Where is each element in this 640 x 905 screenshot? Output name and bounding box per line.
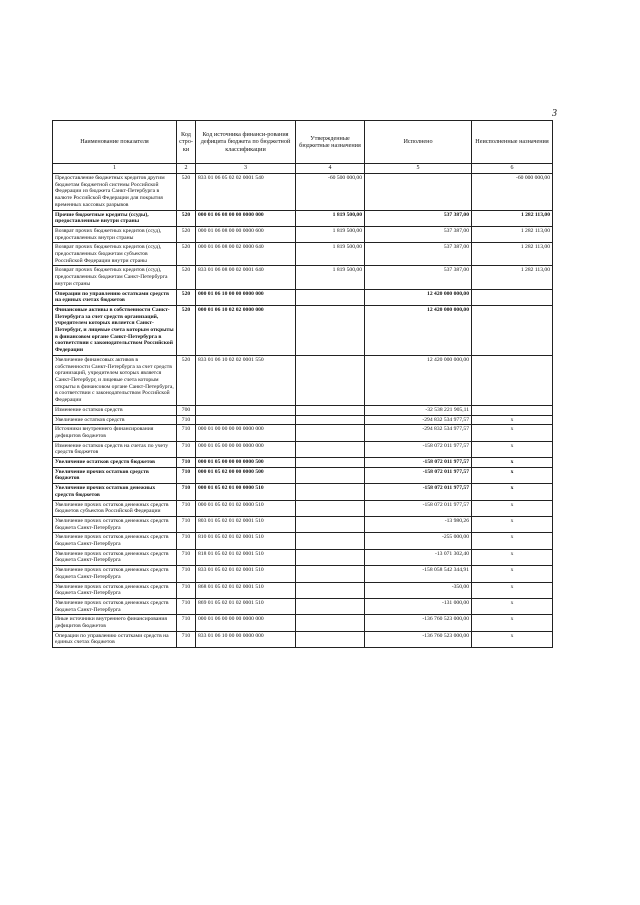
row-unexecuted: 1 282 113,00 bbox=[472, 226, 553, 242]
table-row bbox=[53, 305, 553, 355]
row-name: Изменение остатков средств bbox=[53, 405, 177, 415]
row-executed: -136 760 523 000,00 bbox=[365, 631, 472, 647]
table-row bbox=[53, 549, 553, 565]
row-name: Увеличение прочих остатков денежных средств бюджета Санкт-Петербурга bbox=[53, 566, 177, 582]
row-approved: -60 500 000,00 bbox=[296, 174, 365, 211]
row-name: Увеличение финансовых активов в собственности Санкт-Петербурга за счет средств организаций, учредителем которых является Санкт-Петербург, и лицевые счета которым открыты в финансовом органе Санкт-Петербурга, в соответствии с законодательством Российской Федерации bbox=[53, 355, 177, 405]
row-name: Увеличение прочих остатков средств бюджетов bbox=[53, 467, 177, 483]
page-number: 3 bbox=[552, 108, 557, 119]
row-code: 520 bbox=[177, 243, 196, 266]
header-row bbox=[53, 121, 553, 164]
row-code: 710 bbox=[177, 631, 196, 647]
row-source-code: 000 01 06 10 02 02 0000 000 bbox=[196, 305, 296, 355]
row-source-code bbox=[196, 415, 296, 425]
row-unexecuted: x bbox=[472, 631, 553, 647]
row-approved bbox=[296, 533, 365, 549]
table-row bbox=[53, 631, 553, 647]
row-code: 710 bbox=[177, 615, 196, 631]
row-executed: -32 538 221 905,11 bbox=[365, 405, 472, 415]
row-code: 520 bbox=[177, 174, 196, 211]
row-name: Операции по управлению остатками средств на единых счетах бюджетов bbox=[53, 289, 177, 305]
row-code: 520 bbox=[177, 266, 196, 289]
row-approved bbox=[296, 305, 365, 355]
row-source-code: 000 01 06 10 00 00 0000 000 bbox=[196, 289, 296, 305]
row-name: Предоставление бюджетных кредитов другим бюджетам бюджетной системы Российской Федерации из бюджета Санкт-Петербурга в валюте Российской Федерации для покрытия временных кассовых разрывов bbox=[53, 174, 177, 211]
table-row bbox=[53, 467, 553, 483]
row-source-code: 869 01 05 02 01 02 0001 510 bbox=[196, 598, 296, 614]
row-executed: -294 832 534 977,57 bbox=[365, 415, 472, 425]
row-executed: -13 071 302,40 bbox=[365, 549, 472, 565]
row-code: 710 bbox=[177, 516, 196, 532]
row-name: Увеличение прочих остатков денежных средств бюджета Санкт-Петербурга bbox=[53, 582, 177, 598]
row-name: Возврат прочих бюджетных кредитов (ссуд), предоставленных бюджетам субъектов Российской Федерации внутри страны bbox=[53, 243, 177, 266]
row-executed: -158 072 011 977,57 bbox=[365, 467, 472, 483]
row-code: 710 bbox=[177, 500, 196, 516]
row-code: 700 bbox=[177, 405, 196, 415]
row-executed: -13 980,26 bbox=[365, 516, 472, 532]
table-row bbox=[53, 598, 553, 614]
table-row bbox=[53, 355, 553, 405]
row-unexecuted: x bbox=[472, 484, 553, 500]
table-row bbox=[53, 441, 553, 457]
table-row bbox=[53, 289, 553, 305]
row-name: Операции по управлению остатками средств на единых счетах бюджетов bbox=[53, 631, 177, 647]
row-code: 710 bbox=[177, 484, 196, 500]
row-code: 710 bbox=[177, 566, 196, 582]
row-approved bbox=[296, 566, 365, 582]
row-executed: 12 420 000 000,00 bbox=[365, 305, 472, 355]
row-source-code: 000 01 05 02 01 00 0000 510 bbox=[196, 484, 296, 500]
row-unexecuted: x bbox=[472, 458, 553, 468]
table-row bbox=[53, 405, 553, 415]
row-source-code: 000 01 05 02 01 02 0000 510 bbox=[196, 500, 296, 516]
column-number: 4 bbox=[296, 164, 365, 174]
header-approved: Утвержденные бюджетные назначения bbox=[296, 121, 365, 164]
row-unexecuted bbox=[472, 405, 553, 415]
row-executed: 12 420 000 000,00 bbox=[365, 289, 472, 305]
row-unexecuted: x bbox=[472, 549, 553, 565]
row-name: Увеличение прочих остатков денежных средств бюджетов bbox=[53, 484, 177, 500]
row-approved: 1 819 500,00 bbox=[296, 226, 365, 242]
row-approved bbox=[296, 441, 365, 457]
row-approved bbox=[296, 467, 365, 483]
table-row bbox=[53, 615, 553, 631]
row-executed: -158 072 011 977,57 bbox=[365, 500, 472, 516]
column-number: 6 bbox=[472, 164, 553, 174]
header-executed: Исполнено bbox=[365, 121, 472, 164]
row-executed: -136 760 523 000,00 bbox=[365, 615, 472, 631]
row-unexecuted: x bbox=[472, 615, 553, 631]
row-executed: 537 387,00 bbox=[365, 226, 472, 242]
row-executed: -350,00 bbox=[365, 582, 472, 598]
row-unexecuted: x bbox=[472, 516, 553, 532]
table-row bbox=[53, 174, 553, 211]
row-unexecuted bbox=[472, 355, 553, 405]
row-approved bbox=[296, 615, 365, 631]
row-executed bbox=[365, 174, 472, 211]
table-row bbox=[53, 266, 553, 289]
table-row bbox=[53, 566, 553, 582]
row-name: Увеличение прочих остатков денежных средств бюджета Санкт-Петербурга bbox=[53, 549, 177, 565]
row-unexecuted bbox=[472, 289, 553, 305]
row-unexecuted: x bbox=[472, 467, 553, 483]
row-source-code: 833 01 06 08 00 02 0001 640 bbox=[196, 266, 296, 289]
row-approved bbox=[296, 405, 365, 415]
table-body bbox=[53, 174, 553, 648]
row-unexecuted bbox=[472, 305, 553, 355]
table-row bbox=[53, 516, 553, 532]
row-code: 710 bbox=[177, 415, 196, 425]
row-code: 520 bbox=[177, 289, 196, 305]
row-name: Увеличение прочих остатков денежных средств бюджета Санкт-Петербурга bbox=[53, 516, 177, 532]
table-row bbox=[53, 210, 553, 226]
row-code: 710 bbox=[177, 533, 196, 549]
row-executed: 537 387,00 bbox=[365, 243, 472, 266]
column-number: 3 bbox=[196, 164, 296, 174]
table-row bbox=[53, 243, 553, 266]
row-name: Увеличение остатков средств bbox=[53, 415, 177, 425]
table-row bbox=[53, 226, 553, 242]
row-name: Увеличение остатков средств бюджетов bbox=[53, 458, 177, 468]
header-name: Наименование показателя bbox=[53, 121, 177, 164]
row-unexecuted: 1 282 113,00 bbox=[472, 243, 553, 266]
row-unexecuted: x bbox=[472, 566, 553, 582]
table-row bbox=[53, 458, 553, 468]
row-name: Возврат прочих бюджетных кредитов (ссуд), предоставленных бюджетам Санкт-Петербурга внутри страны bbox=[53, 266, 177, 289]
table-row bbox=[53, 484, 553, 500]
row-executed: -131 000,00 bbox=[365, 598, 472, 614]
row-name: Возврат прочих бюджетных кредитов (ссуд), предоставленных внутри страны bbox=[53, 226, 177, 242]
table-row bbox=[53, 425, 553, 441]
row-approved bbox=[296, 516, 365, 532]
row-code: 520 bbox=[177, 355, 196, 405]
row-code: 710 bbox=[177, 458, 196, 468]
row-executed: -255 000,00 bbox=[365, 533, 472, 549]
row-source-code: 833 01 06 10 00 00 0000 000 bbox=[196, 631, 296, 647]
row-approved bbox=[296, 484, 365, 500]
row-unexecuted: x bbox=[472, 415, 553, 425]
row-approved: 1 819 500,00 bbox=[296, 266, 365, 289]
row-source-code: 000 01 06 08 00 00 0000 000 bbox=[196, 210, 296, 226]
row-code: 520 bbox=[177, 226, 196, 242]
row-approved bbox=[296, 582, 365, 598]
header-code: Код стро-ки bbox=[177, 121, 196, 164]
row-unexecuted: x bbox=[472, 441, 553, 457]
row-name: Источники внутреннего финансирования дефицитов бюджетов bbox=[53, 425, 177, 441]
table-row bbox=[53, 415, 553, 425]
row-executed: 12 420 000 000,00 bbox=[365, 355, 472, 405]
row-unexecuted: x bbox=[472, 533, 553, 549]
row-approved: 1 819 500,00 bbox=[296, 243, 365, 266]
column-number: 5 bbox=[365, 164, 472, 174]
row-source-code: 818 01 05 02 01 02 0001 510 bbox=[196, 549, 296, 565]
row-source-code: 868 01 05 02 01 02 0001 510 bbox=[196, 582, 296, 598]
table-row bbox=[53, 582, 553, 598]
row-source-code: 000 01 06 00 00 00 0000 000 bbox=[196, 615, 296, 631]
row-source-code: 833 01 05 02 01 02 0001 510 bbox=[196, 566, 296, 582]
column-number: 2 bbox=[177, 164, 196, 174]
row-code: 710 bbox=[177, 425, 196, 441]
row-unexecuted: x bbox=[472, 582, 553, 598]
row-name: Прочие бюджетные кредиты (ссуды), предоставленные внутри страны bbox=[53, 210, 177, 226]
row-source-code: 000 01 05 00 00 00 0000 000 bbox=[196, 441, 296, 457]
row-source-code: 000 01 06 08 00 02 0000 640 bbox=[196, 243, 296, 266]
row-executed: 537 387,00 bbox=[365, 266, 472, 289]
row-source-code: 000 01 06 08 00 00 0000 600 bbox=[196, 226, 296, 242]
row-executed: -158 058 542 344,91 bbox=[365, 566, 472, 582]
row-name: Финансовые активы в собственности Санкт-Петербурга за счет средств организаций, учредителем которых является Санкт-Петербург, и лицевые счета которым открыты в финансовом органе Санкт-Петербурга в соответствии с законодательством Российской Федерации bbox=[53, 305, 177, 355]
row-code: 520 bbox=[177, 305, 196, 355]
row-code: 520 bbox=[177, 210, 196, 226]
column-number-row bbox=[53, 164, 553, 174]
row-approved bbox=[296, 425, 365, 441]
header-unexecuted: Неисполненные назначения bbox=[472, 121, 553, 164]
row-unexecuted: x bbox=[472, 500, 553, 516]
table-row bbox=[53, 500, 553, 516]
row-source-code: 833 01 06 05 02 02 0001 540 bbox=[196, 174, 296, 211]
row-approved: 1 819 500,00 bbox=[296, 210, 365, 226]
row-code: 710 bbox=[177, 467, 196, 483]
financing-sources-table bbox=[52, 120, 553, 648]
row-source-code: 833 01 06 10 02 02 0001 550 bbox=[196, 355, 296, 405]
row-unexecuted: x bbox=[472, 425, 553, 441]
table-row bbox=[53, 533, 553, 549]
row-approved bbox=[296, 549, 365, 565]
row-code: 710 bbox=[177, 441, 196, 457]
header-source: Код источника финанси-рования дефицита бюджета по бюджетной классификации bbox=[196, 121, 296, 164]
row-executed: -158 072 011 977,57 bbox=[365, 441, 472, 457]
row-approved bbox=[296, 289, 365, 305]
row-source-code: 000 01 05 02 00 00 0000 500 bbox=[196, 467, 296, 483]
row-approved bbox=[296, 500, 365, 516]
row-code: 710 bbox=[177, 582, 196, 598]
row-approved bbox=[296, 598, 365, 614]
row-approved bbox=[296, 415, 365, 425]
row-source-code: 000 01 00 00 00 00 0000 000 bbox=[196, 425, 296, 441]
row-source-code bbox=[196, 405, 296, 415]
row-approved bbox=[296, 355, 365, 405]
row-unexecuted: 1 282 113,00 bbox=[472, 210, 553, 226]
row-executed: 537 387,00 bbox=[365, 210, 472, 226]
row-code: 710 bbox=[177, 549, 196, 565]
row-name: Иные источники внутреннего финансирования дефицитов бюджетов bbox=[53, 615, 177, 631]
row-name: Увеличение прочих остатков денежных средств бюджета Санкт-Петербурга bbox=[53, 533, 177, 549]
row-source-code: 810 01 05 02 01 02 0001 510 bbox=[196, 533, 296, 549]
row-approved bbox=[296, 458, 365, 468]
row-unexecuted: -60 000 000,00 bbox=[472, 174, 553, 211]
row-unexecuted: x bbox=[472, 598, 553, 614]
row-source-code: 803 01 05 02 01 02 0001 510 bbox=[196, 516, 296, 532]
row-executed: -294 832 534 977,57 bbox=[365, 425, 472, 441]
column-number: 1 bbox=[53, 164, 177, 174]
row-source-code: 000 01 05 00 00 00 0000 500 bbox=[196, 458, 296, 468]
row-name: Изменение остатков средств на счетах по учету средств бюджетов bbox=[53, 441, 177, 457]
row-approved bbox=[296, 631, 365, 647]
row-name: Увеличение прочих остатков денежных средств бюджетов субъектов Российской Федерации bbox=[53, 500, 177, 516]
row-name: Увеличение прочих остатков денежных средств бюджета Санкт-Петербурга bbox=[53, 598, 177, 614]
row-unexecuted: 1 282 113,00 bbox=[472, 266, 553, 289]
row-code: 710 bbox=[177, 598, 196, 614]
row-executed: -158 072 011 977,57 bbox=[365, 458, 472, 468]
row-executed: -158 072 011 977,57 bbox=[365, 484, 472, 500]
